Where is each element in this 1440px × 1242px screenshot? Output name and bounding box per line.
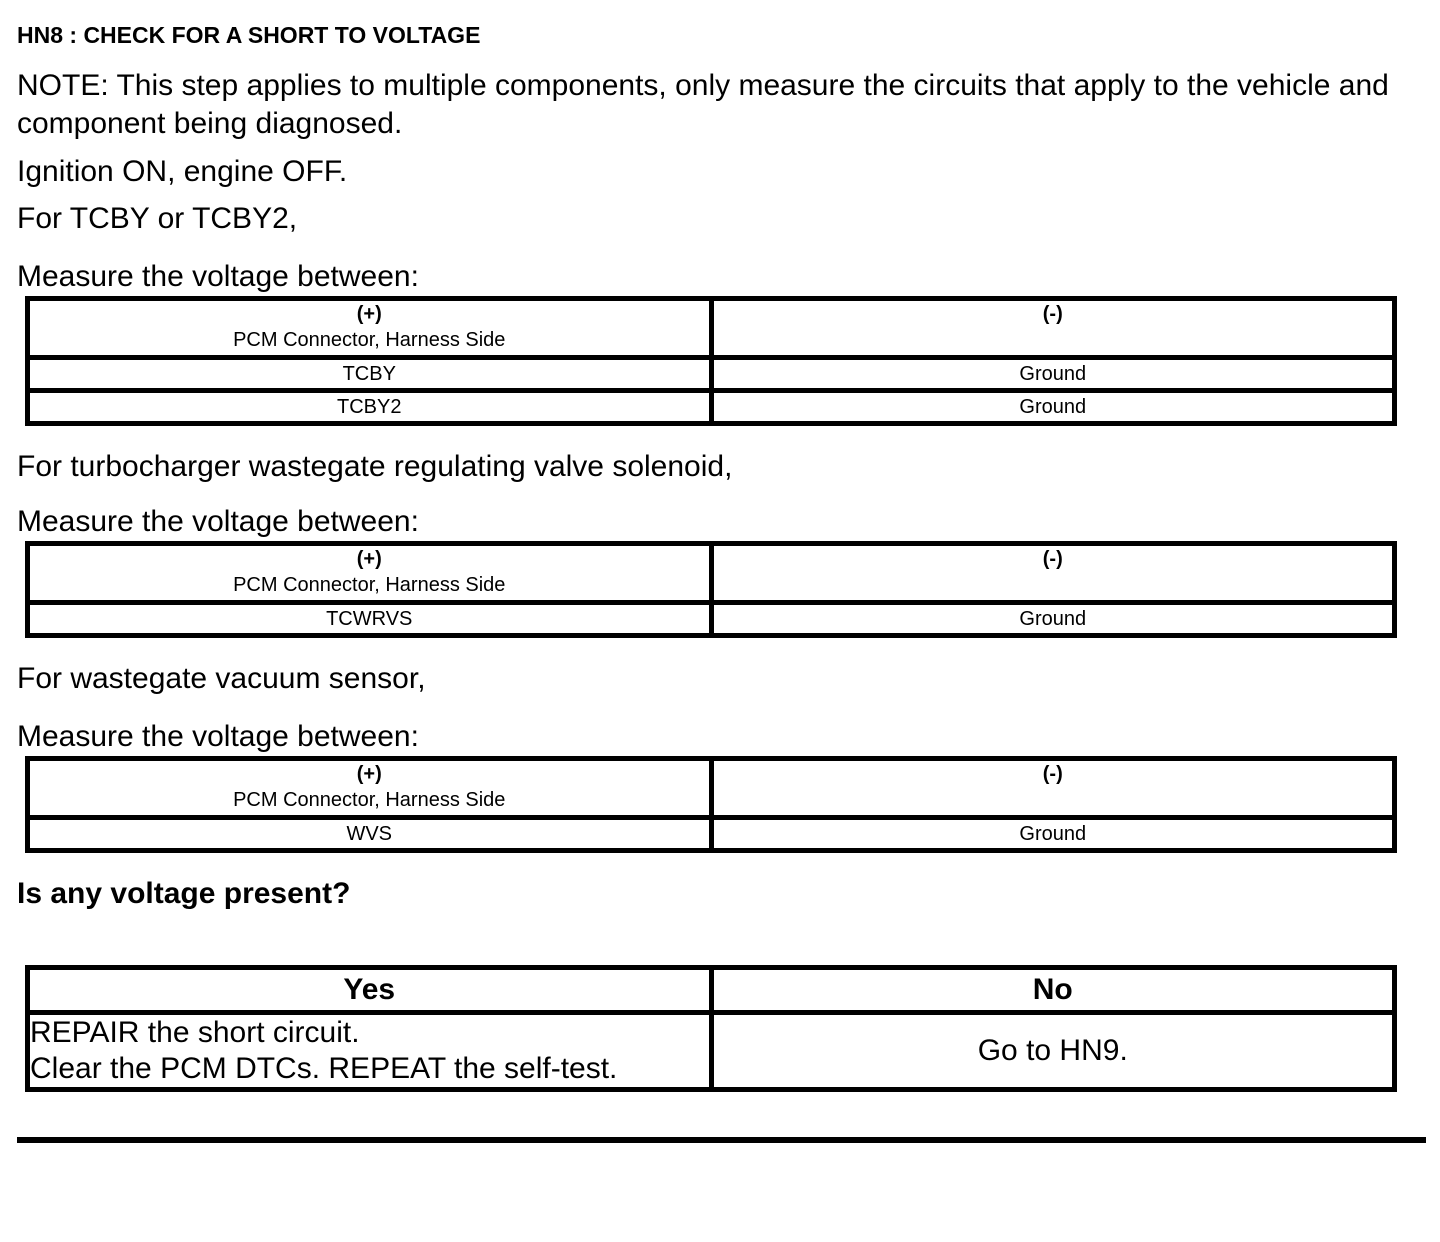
measurement-table-2: [25, 541, 1397, 638]
plus-subheader-label: PCM Connector, Harness Side: [233, 789, 506, 811]
ground-cell: Ground: [711, 358, 1395, 391]
circuit-cell: TCBY2: [28, 391, 712, 424]
ignition-instruction: Ignition ON, engine OFF.: [17, 155, 348, 188]
minus-header-cell: [711, 759, 1395, 818]
table-header-row: [28, 759, 1395, 818]
no-action-cell: Go to HN9.: [711, 1013, 1395, 1090]
page-title: HN8 : CHECK FOR A SHORT TO VOLTAGE: [17, 22, 481, 48]
plus-header-cell: [28, 544, 712, 603]
section-2-instruction: Measure the voltage between:: [17, 505, 419, 538]
section-3-condition: For wastegate vacuum sensor,: [17, 662, 426, 695]
question-text: Is any voltage present?: [17, 877, 351, 910]
table-header-row: [28, 299, 1395, 358]
table-row: [28, 358, 1395, 391]
diagnostic-step-page: [0, 24, 1440, 1143]
yes-action-cell: [28, 1013, 712, 1090]
minus-header-cell: [711, 299, 1395, 358]
plus-subheader-label: PCM Connector, Harness Side: [233, 574, 506, 596]
circuit-cell: TCBY: [28, 358, 712, 391]
measurement-table-1: [25, 296, 1397, 426]
plus-header-cell: [28, 299, 712, 358]
no-header: No: [711, 968, 1395, 1013]
plus-sign-label: (+): [356, 548, 382, 570]
plus-header-cell: [28, 759, 712, 818]
plus-sign-label: (+): [356, 763, 382, 785]
decision-header-row: [28, 968, 1395, 1013]
table-row: [28, 818, 1395, 851]
section-3-instruction: Measure the voltage between:: [17, 720, 419, 753]
minus-sign-label: (-): [1042, 303, 1063, 325]
plus-subheader-label: PCM Connector, Harness Side: [233, 329, 506, 351]
decision-table: [25, 965, 1397, 1092]
ground-cell: Ground: [711, 818, 1395, 851]
minus-header-cell: [711, 544, 1395, 603]
bottom-divider: [17, 1137, 1426, 1143]
minus-sign-label: (-): [1042, 548, 1063, 570]
decision-action-row: [28, 1013, 1395, 1090]
table-row: [28, 391, 1395, 424]
minus-sign-label: (-): [1042, 763, 1063, 785]
plus-sign-label: (+): [356, 303, 382, 325]
circuit-cell: TCWRVS: [28, 603, 712, 636]
table-header-row: [28, 544, 1395, 603]
circuit-cell: WVS: [28, 818, 712, 851]
note-text: NOTE: This step applies to multiple components, only measure the circuits that apply to the vehicle and component being diagnosed.: [17, 69, 1389, 140]
yes-action-line: REPAIR the short circuit.: [30, 1016, 360, 1049]
section-1-instruction: Measure the voltage between:: [17, 260, 419, 293]
ground-cell: Ground: [711, 603, 1395, 636]
ground-cell: Ground: [711, 391, 1395, 424]
section-1-condition: For TCBY or TCBY2,: [17, 202, 298, 235]
yes-header: Yes: [28, 968, 712, 1013]
table-row: [28, 603, 1395, 636]
section-2-condition: For turbocharger wastegate regulating valve solenoid,: [17, 450, 733, 483]
measurement-table-3: [25, 756, 1397, 853]
yes-action-line: Clear the PCM DTCs. REPEAT the self-test.: [30, 1052, 618, 1085]
